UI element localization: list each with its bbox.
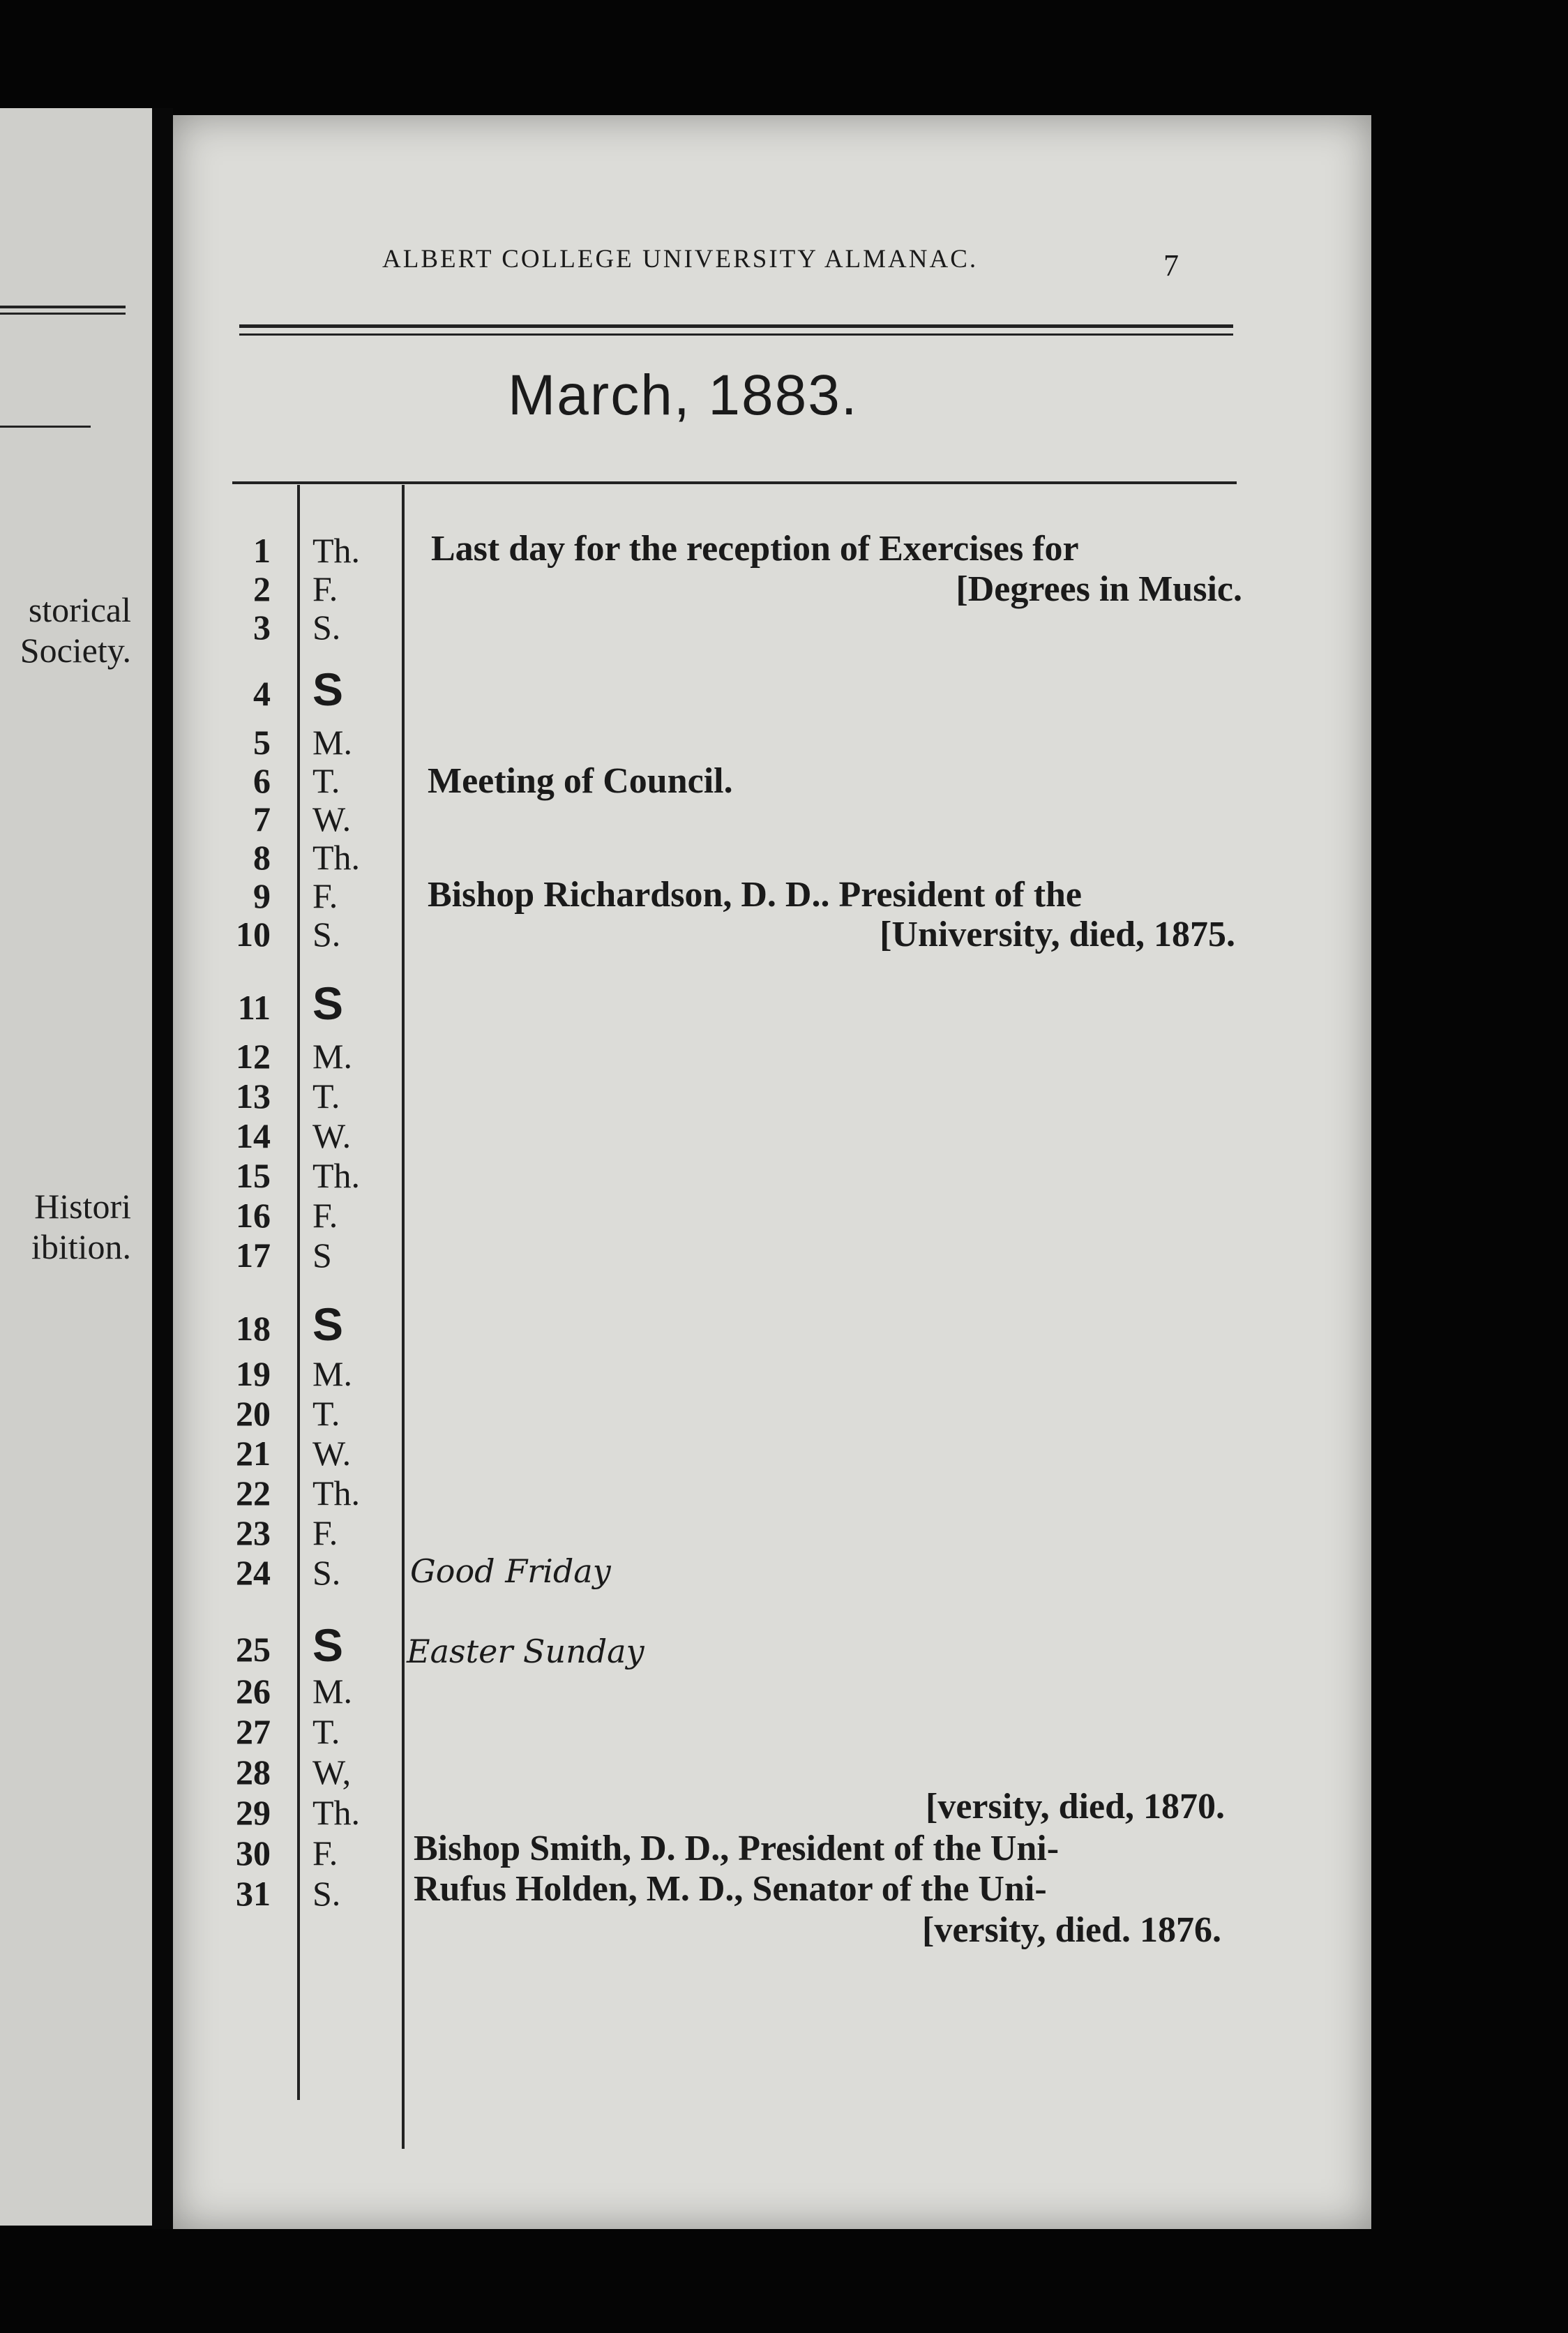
event-text: Bishop Smith, D. D., President of the Uni- xyxy=(414,1829,1060,1868)
event-text: [versity, died. 1876. xyxy=(922,1910,1221,1950)
day-of-week: W. xyxy=(312,800,352,839)
day-number: 12 xyxy=(236,1037,271,1076)
day-of-week: M. xyxy=(312,1672,352,1711)
event-text: Easter Sunday xyxy=(407,1633,644,1670)
day-number: 3 xyxy=(253,608,271,647)
day-number: 16 xyxy=(236,1196,271,1235)
day-of-week: F. xyxy=(312,876,338,915)
day-of-week: S. xyxy=(312,608,341,647)
header-rule xyxy=(239,324,1233,328)
event-text: Bishop Richardson, D. D.. President of the xyxy=(428,875,1083,915)
day-number: 26 xyxy=(236,1672,271,1711)
day-number: 2 xyxy=(253,569,271,608)
day-of-week: T. xyxy=(312,761,340,800)
day-of-week: W. xyxy=(312,1434,352,1473)
left-page-fragment xyxy=(0,108,152,2226)
running-header: ALBERT COLLEGE UNIVERSITY ALMANAC. xyxy=(382,245,979,273)
day-number: 25 xyxy=(236,1630,271,1669)
day-of-week: W, xyxy=(312,1753,352,1792)
day-number: 14 xyxy=(236,1116,271,1155)
day-number: 4 xyxy=(253,674,271,713)
header-rule xyxy=(239,333,1233,336)
day-of-week: S xyxy=(312,1236,332,1275)
day-number: 22 xyxy=(236,1473,271,1513)
day-of-week-sunday: S xyxy=(312,663,344,715)
event-text: Good Friday xyxy=(410,1552,611,1590)
page-number: 7 xyxy=(1163,248,1179,283)
left-fragment-text: Society. xyxy=(20,631,131,670)
day-number: 27 xyxy=(236,1712,271,1751)
day-of-week-sunday: S xyxy=(312,1298,344,1350)
event-text: [Degrees in Music. xyxy=(956,569,1242,609)
day-number: 10 xyxy=(236,915,271,954)
day-of-week: S. xyxy=(312,915,341,954)
day-of-week: Th. xyxy=(312,838,361,877)
day-of-week-sunday: S xyxy=(312,977,344,1029)
book-spine xyxy=(152,108,173,2229)
day-number: 30 xyxy=(236,1833,271,1873)
day-number: 1 xyxy=(253,531,271,570)
day-number: 13 xyxy=(236,1077,271,1116)
day-number: 28 xyxy=(236,1753,271,1792)
day-number: 6 xyxy=(253,761,271,800)
day-number: 11 xyxy=(237,988,271,1027)
calendar-title: March, 1883. xyxy=(508,363,859,427)
day-of-week: F. xyxy=(312,1196,338,1235)
day-number: 23 xyxy=(236,1513,271,1552)
day-of-week: T. xyxy=(312,1077,340,1116)
almanac-page xyxy=(173,115,1371,2229)
day-of-week: Th. xyxy=(312,1793,361,1832)
day-number: 8 xyxy=(253,838,271,877)
day-of-week: M. xyxy=(312,1037,352,1076)
day-of-week: T. xyxy=(312,1712,340,1751)
day-of-week: M. xyxy=(312,1354,352,1393)
column-divider-left xyxy=(297,485,300,2100)
event-text: Meeting of Council. xyxy=(428,761,733,801)
left-fragment-text: storical xyxy=(28,590,131,629)
event-text: Last day for the reception of Exercises for xyxy=(431,529,1079,569)
event-text: Rufus Holden, M. D., Senator of the Uni- xyxy=(414,1869,1047,1909)
day-number: 29 xyxy=(236,1793,271,1832)
left-fragment-text: Histori xyxy=(34,1187,131,1226)
day-number: 21 xyxy=(236,1434,271,1473)
day-number: 7 xyxy=(253,800,271,839)
day-of-week: Th. xyxy=(312,1156,361,1195)
day-of-week: S. xyxy=(312,1553,341,1592)
day-of-week: T. xyxy=(312,1394,340,1433)
day-of-week: F. xyxy=(312,569,338,608)
day-of-week: Th. xyxy=(312,531,361,570)
event-text: [versity, died, 1870. xyxy=(926,1787,1225,1826)
day-number: 24 xyxy=(236,1553,271,1592)
left-page-rule xyxy=(0,306,126,308)
day-number: 5 xyxy=(253,723,271,762)
day-number: 17 xyxy=(236,1236,271,1275)
day-number: 9 xyxy=(253,876,271,915)
day-of-week: W. xyxy=(312,1116,352,1155)
day-number: 31 xyxy=(236,1874,271,1913)
day-of-week: F. xyxy=(312,1513,338,1552)
day-of-week: S. xyxy=(312,1874,341,1913)
day-of-week: F. xyxy=(312,1833,338,1873)
left-page-rule xyxy=(0,313,126,315)
column-divider-right xyxy=(402,485,405,2149)
day-number: 19 xyxy=(236,1354,271,1393)
title-rule xyxy=(232,481,1237,484)
event-text: [University, died, 1875. xyxy=(880,915,1235,954)
left-fragment-text: ibition. xyxy=(31,1227,131,1266)
day-number: 20 xyxy=(236,1394,271,1433)
day-of-week: Th. xyxy=(312,1473,361,1513)
left-page-rule xyxy=(0,426,91,428)
day-number: 15 xyxy=(236,1156,271,1195)
day-number: 18 xyxy=(236,1309,271,1348)
day-of-week: M. xyxy=(312,723,352,762)
day-of-week-sunday: S xyxy=(312,1619,344,1671)
